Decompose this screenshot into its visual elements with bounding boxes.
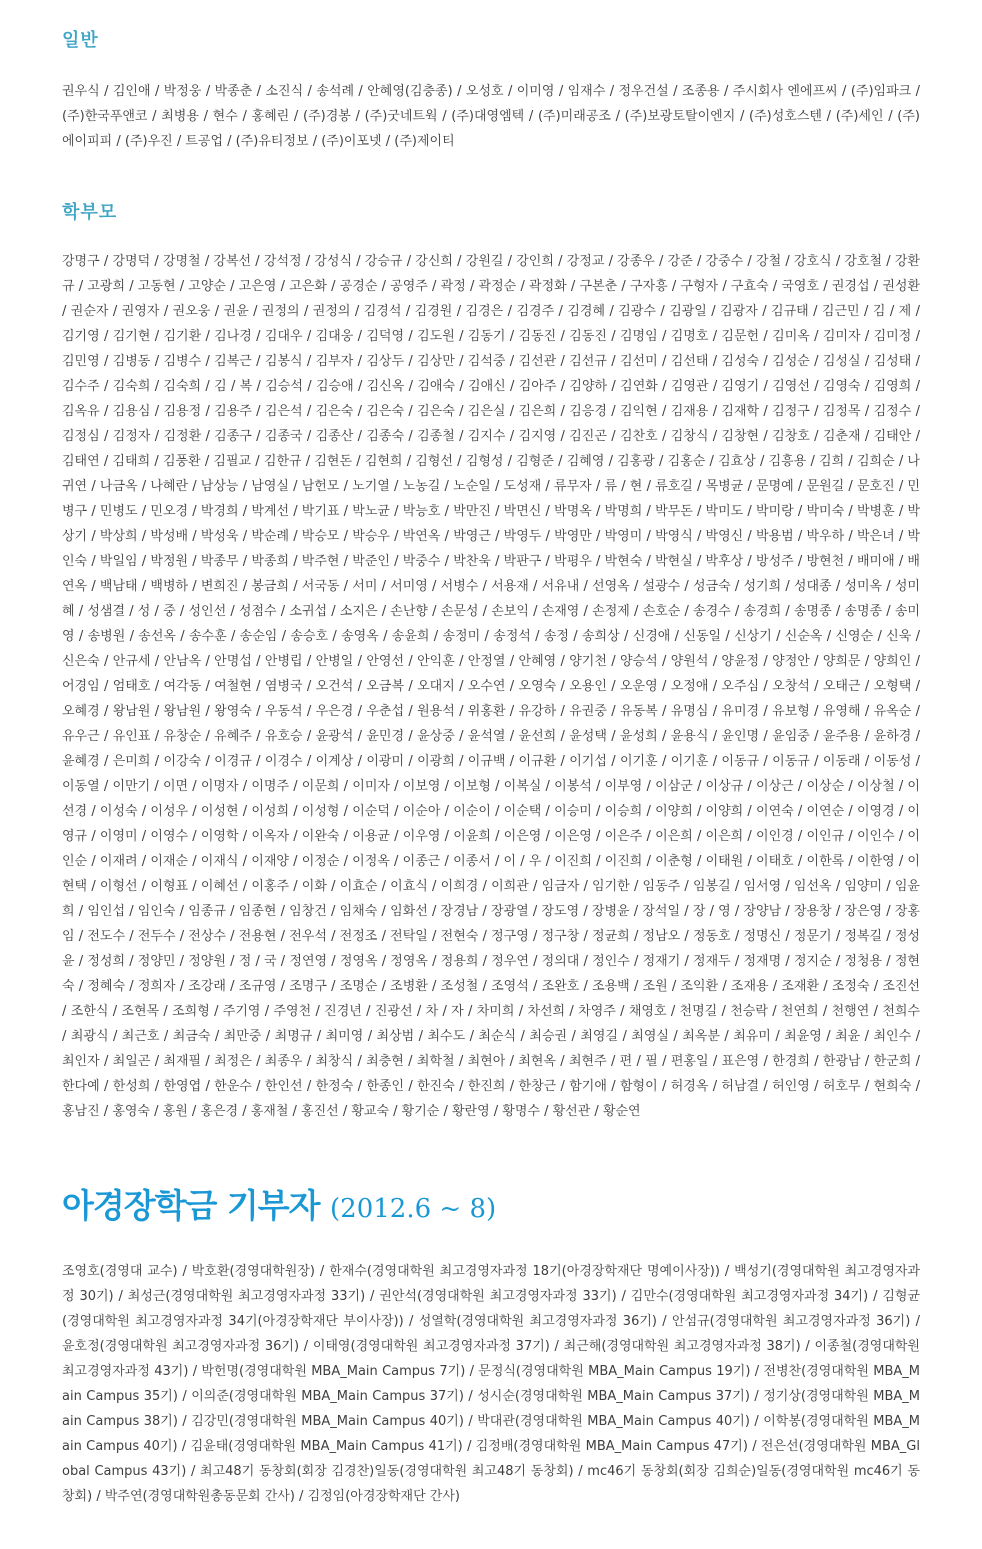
donors-title: 아경장학금 기부자 xyxy=(62,1186,320,1225)
donors-period: (2012.6 ~ 8) xyxy=(330,1194,497,1224)
donors-names-list: 조영호(경영대 교수) / 박호환(경영대학원장) / 한재수(경영대학원 최고경영자과정 18기(아경장학재단 명예이사장)) / 백성기(경영대학원 최고경영자과정 30기) / 최성근(경영대학원 최고경영자과정 33기) / 권안석(경영대학원 최고경영자과정 33기) / 김만수(경영대학원 최고경영자과정 34기) / 김형균(경영대학원 최고경영자과정 34기(아경장학재단 부이사장)) / 성열학(경영대학원 최고경영자과정 36기) / 안섬규(경영대학원 최고경영자과정 36기) / 윤호정(경영대학원 최고경영자과정 36기) / 이태영(경영대학원 최고경영자과정 37기) / 최근해(경영대학원 최고경영자과정 38기) / 이종철(경영대학원 최고경영자과정 43기) / 박헌명(경영대학원 MBA_Main Campus 7기) / 문정식(경영대학원 MBA_Main Campus 19기) / 전병찬(경영대학원 MBA_Main Campus 35기) / 이의준(경영대학원 MBA_Main Campus 37기) / 성시순(경영대학원 MBA_Main Campus 37기) / 정기상(경영대학원 MBA_Main Campus 38기) / 김강민(경영대학원 MBA_Main Campus 40기) / 박대관(경영대학원 MBA_Main Campus 40기) / 이학봉(경영대학원 MBA_Main Campus 40기) / 김윤태(경영대학원 MBA_Main Campus 41기) / 김정배(경영대학원 MBA_Main Campus 47기) / 전은선(경영대학원 MBA_Global Campus 43기) / 최고48기 동창회(회장 김경찬)일동(경영대학원 최고48기 동창회) / mc46기 동창회(회장 김희순)일동(경영대학원 mc46기 동창회) / 박주연(경영대학원총동문회 간사) / 김정임(아경장학재단 간사) xyxy=(62,1264,920,1504)
section-parents xyxy=(62,198,920,1124)
general-names-list: 권우식 / 김인애 / 박정웅 / 박종춘 / 소진식 / 송석례 / 안혜영(김충종) / 오성호 / 이미영 / 임재수 / 정우건설 / 조종용 / 주시회사 엔에프씨 / (주)임파크 / (주)한국푸앤코 / 최병용 / 현수 / 홍혜린 / (주)경봉 / (주)굿네트웍 / (주)대영엠텍 / (주)미래공조 / (주)보광토탈이엔지 / (주)성호스텐 / (주)세인 / (주)에이피피 / (주)우진 / 트공업 / (주)유티정보 / (주)이포넷 / (주)제이티 xyxy=(62,84,920,149)
parents-names-list: 강명구 / 강명덕 / 강명철 / 강복선 / 강석정 / 강성식 / 강승규 / 강신희 / 강원길 / 강인희 / 강정교 / 강종우 / 강준 / 강중수 / 강철 / 강호식 / 강호철 / 강환규 / 고광희 / 고동현 / 고양순 / 고은영 / 고은화 / 공경순 / 공영주 / 곽정 / 곽정순 / 곽정화 / 구본춘 / 구자흥 / 구형자 / 구효숙 / 국영호 / 권경섭 / 권성환 / 권순자 / 권영자 / 권오웅 / 권윤 / 권정의 / 권정의 / 김경석 / 김경원 / 김경은 / 김경주 / 김경혜 / 김광수 / 김광일 / 김광자 / 김규태 / 김근민 / 김 / 제 / 김기영 / 김기현 / 김기환 / 김나경 / 김대우 / 김대웅 / 김덕영 / 김도원 / 김동기 / 김동진 / 김동진 / 김명임 / 김명호 / 김문헌 / 김미옥 / 김미자 / 김미정 / 김민영 / 김병동 / 김병수 / 김복근 / 김봉식 / 김부자 / 김상두 / 김상만 / 김석중 / 김선관 / 김선규 / 김선미 / 김선태 / 김성숙 / 김성순 / 김성실 / 김성태 / 김수주 / 김숙희 / 김숙희 / 김 / 복 / 김승석 / 김승애 / 김신옥 / 김애숙 / 김애신 / 김아주 / 김양하 / 김연화 / 김영관 / 김영기 / 김영선 / 김영숙 / 김영희 / 김옥유 / 김용심 / 김용정 / 김용주 / 김은석 / 김은숙 / 김은숙 / 김은숙 / 김은실 / 김은희 / 김응경 / 김익현 / 김재용 / 김재학 / 김정구 / 김정목 / 김정수 / 김정심 / 김정자 / 김정환 / 김종구 / 김종국 / 김종산 / 김종숙 / 김종철 / 김지수 / 김지영 / 김진곤 / 김찬호 / 김창식 / 김창현 / 김창호 / 김춘재 / 김태안 / 김태연 / 김태희 / 김풍환 / 김필교 / 김한규 / 김현돈 / 김현희 / 김형선 / 김형성 / 김형준 / 김혜영 / 김홍광 / 김홍순 / 김효상 / 김흥용 / 김희 / 김희순 / 나귀연 / 나금옥 / 나혜란 / 남상능 / 남영실 / 남헌모 / 노기열 / 노농길 / 노순일 / 도성재 / 류무자 / 류 / 현 / 류호길 / 목병균 / 문명예 / 문원길 / 문호진 / 민병구 / 민병도 / 민오경 / 박경희 / 박계선 / 박기표 / 박노균 / 박능호 / 박만진 / 박면신 / 박명옥 / 박명희 / 박무돈 / 박미도 / 박미랑 / 박미숙 / 박병훈 / 박상기 / 박상희 / 박성배 / 박성욱 / 박순례 / 박승모 / 박승우 / 박연옥 / 박영근 / 박영두 / 박영만 / 박영미 / 박영식 / 박영신 / 박용범 / 박우하 / 박은녀 / 박인숙 / 박일임 / 박정원 / 박종무 / 박종희 / 박주현 / 박준인 / 박중수 / 박찬욱 / 박판구 / 박평우 / 박현숙 / 박현실 / 박후상 / 방성주 / 방현천 / 배미애 / 배연옥 / 백남태 / 백병하 / 변희진 / 봉금희 / 서국동 / 서미 / 서미영 / 서병수 / 서용재 / 서유내 / 선영옥 / 설광수 / 성금숙 / 성기희 / 성대종 / 성미옥 / 성미혜 / 성샘결 / 성 / 중 / 성인선 / 성점수 / 소귀섭 / 소지은 / 손난향 / 손문성 / 손보익 / 손재영 / 손정제 / 손호순 / 송경수 / 송경희 / 송명종 / 송명종 / 송미영 / 송병원 / 송선옥 / 송수훈 / 송순임 / 송승호 / 송영옥 / 송윤희 / 송정미 / 송정석 / 송정 / 송희상 / 신경애 / 신동일 / 신상기 / 신순옥 / 신영순 / 신욱 / 신은숙 / 안규세 / 안남옥 / 안명섭 / 안병립 / 안병일 / 안영선 / 안익훈 / 안정열 / 안혜영 / 양기천 / 양승석 / 양원석 / 양윤정 / 양정안 / 양희문 / 양희인 / 어경임 / 엄태호 / 여각동 / 여철현 / 염병국 / 오건석 / 오금복 / 오대지 / 오수연 / 오영숙 / 오용인 / 오운영 / 오정애 / 오주심 / 오창석 / 오태근 / 오형택 / 오혜경 / 왕남원 / 왕남원 / 왕영숙 / 우동석 / 우은경 / 우춘섭 / 원용석 / 위홍환 / 유강하 / 유권중 / 유동복 / 유명심 / 유미경 / 유보형 / 유영해 / 유옥순 / 유우근 / 유인표 / 유창순 / 유혜주 / 유호승 / 윤광석 / 윤민경 / 윤상중 / 윤석열 / 윤선희 / 윤성택 / 윤성희 / 윤용식 / 윤인명 / 윤임중 / 윤주용 / 윤하경 / 윤혜경 / 은미희 / 이강숙 / 이경규 / 이경수 / 이계상 / 이광미 / 이광희 / 이규백 / 이규환 / 이기섭 / 이기훈 / 이기훈 / 이동규 / 이동규 / 이동래 / 이동성 / 이동열 / 이만기 / 이면 / 이명자 / 이명주 / 이문희 / 이미자 / 이보영 / 이보형 / 이복실 / 이봉석 / 이부영 / 이삼군 / 이상규 / 이상근 / 이상순 / 이상철 / 이선경 / 이성숙 / 이성우 / 이성현 / 이성희 / 이성형 / 이순덕 / 이순아 / 이순이 / 이순택 / 이승미 / 이승희 / 이양희 / 이양희 / 이연숙 / 이연순 / 이영경 / 이영규 / 이영미 / 이영수 / 이영학 / 이옥자 / 이완숙 / 이용균 / 이우영 / 이윤희 / 이은영 / 이은영 / 이은주 / 이은희 / 이은희 / 이인경 / 이인규 / 이인수 / 이인순 / 이재려 / 이재순 / 이재식 / 이재양 / 이정순 / 이정옥 / 이종근 / 이종서 / 이 / 우 / 이진희 / 이진희 / 이춘형 / 이태원 / 이태호 / 이한록 / 이한영 / 이현택 / 이형선 / 이형표 / 이혜선 / 이홍주 / 이화 / 이효순 / 이효식 / 이희경 / 이희관 / 임금자 / 임기한 / 임동주 / 임봉길 / 임서영 / 임선옥 / 임양미 / 임윤희 / 임인섭 / 임인숙 / 임종규 / 임종현 / 임창건 / 임채숙 / 임화선 / 장경남 / 장광열 / 장도영 / 장병윤 / 장석일 / 장 / 영 / 장양남 / 장용창 / 장은영 / 장홍임 / 전도수 / 전두수 / 전상수 / 전용현 / 전우석 / 전정조 / 전탁일 / 전현숙 / 정구영 / 정구창 / 정균희 / 정남오 / 정동호 / 정명신 / 정문기 / 정복길 / 정성윤 / 정성희 / 정양민 / 정양원 / 정 / 국 / 정연영 / 정영옥 / 정영옥 / 정용희 / 정우연 / 정의대 / 정인수 / 정재기 / 정재두 / 정재명 / 정지순 / 정청용 / 정현숙 / 정혜숙 / 정희자 / 조강래 / 조규영 / 조명구 / 조명순 / 조병환 / 조성철 / 조영석 / 조완호 / 조용백 / 조원 / 조익환 / 조재용 / 조재환 / 조정숙 / 조진선 / 조한식 / 조현목 / 조희형 / 주기영 / 주영천 / 진경년 / 진광선 / 차 / 자 / 차미희 / 차선희 / 차영주 / 채영호 / 천명길 / 천승락 / 천연희 / 천행연 / 천희수 / 최광식 / 최근호 / 최금숙 / 최만중 / 최명규 / 최미영 / 최상범 / 최수도 / 최순식 / 최승권 / 최영길 / 최영실 / 최옥분 / 최유미 / 최윤영 / 최윤 / 최인수 / 최인자 / 최일곤 / 최재필 / 최정은 / 최종우 / 최창식 / 최충현 / 최학철 / 최현아 / 최현옥 / 최현주 / 편 / 필 / 편홍일 / 표은영 / 한경희 / 한광남 / 한군희 / 한다예 / 한성희 / 한영엽 / 한운수 / 한인선 / 한정숙 / 한종인 / 한진숙 / 한진희 / 한창근 / 함기애 / 함형이 / 허경옥 / 허남결 / 허인영 / 허호무 / 현희숙 / 홍남진 / 홍영숙 / 홍원 / 홍은경 / 홍재철 / 홍진선 / 황교숙 / 황기순 / 황란영 / 황명수 / 황선관 / 황순연 xyxy=(62,254,920,1119)
general-heading: 일반 xyxy=(62,30,99,51)
section-donors xyxy=(62,1180,920,1509)
section-general xyxy=(62,26,920,154)
donors-heading xyxy=(62,1180,920,1227)
parents-heading: 학부모 xyxy=(62,202,118,223)
